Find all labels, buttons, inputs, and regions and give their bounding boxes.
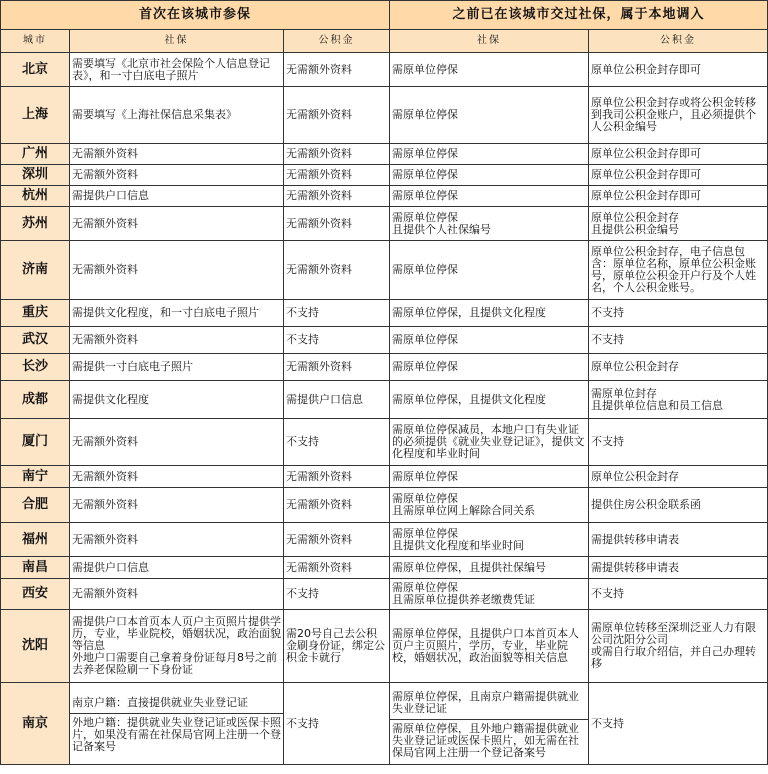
city-cell: 上海 <box>1 87 70 144</box>
nanjing-local-transfer: 需原单位停保，且南京户籍需提供就业失业登记证 <box>390 688 588 720</box>
social-first-cell: 无需额外资料 <box>70 327 284 354</box>
social-first-cell: 无需额外资料 <box>70 488 284 523</box>
fund-transfer-cell: 需原单位封存 且提供单位信息和员工信息 <box>589 381 768 419</box>
city-cell: 长沙 <box>1 354 70 381</box>
social-first-cell: 无需额外资料 <box>70 523 284 557</box>
fund-first-cell: 需提供户口信息 <box>284 381 390 419</box>
table-row <box>1 53 768 87</box>
social-first-cell: 需提供户口信息 <box>70 557 284 579</box>
city-cell: 济南 <box>1 241 70 300</box>
fund-first-cell: 无需额外资料 <box>284 53 390 87</box>
table-row <box>1 610 768 683</box>
social-first-cell: 需提供户口信息 <box>70 186 284 207</box>
social-transfer-cell: 需原单位停保，且提供户口本首页本人页户主页照片，学历，专业，毕业院校，婚姻状况，政治面貌等相关信息 <box>390 610 589 683</box>
social-transfer-cell: 需原单位停保 <box>390 144 589 165</box>
table-row <box>1 419 768 466</box>
social-transfer-cell: 需原单位停保 <box>390 354 589 381</box>
table-row <box>1 186 768 207</box>
social-transfer-cell: 需原单位停保 <box>390 87 589 144</box>
table-row <box>1 466 768 488</box>
fund-transfer-cell: 原单位公积金封存 <box>589 466 768 488</box>
social-first-cell: 无需额外资料 <box>70 419 284 466</box>
city-cell: 深圳 <box>1 165 70 186</box>
table-row <box>1 523 768 557</box>
social-first-cell: 需提供文化程度，和一寸白底电子照片 <box>70 300 284 327</box>
col-fund-first: 公积金 <box>284 30 390 53</box>
table-row <box>1 381 768 419</box>
social-transfer-cell: 需原单位停保，且提供文化程度 <box>390 300 589 327</box>
fund-first-cell: 无需额外资料 <box>284 87 390 144</box>
fund-transfer-cell: 不支持 <box>589 327 768 354</box>
social-first-cell: 无需额外资料 <box>70 165 284 186</box>
col-city: 城市 <box>1 30 70 53</box>
fund-transfer-cell: 原单位公积金封存，电子信息包含：原单位名称，原单位公积金账号，原单位公积金开户行及个人姓名，个人公积金账号。 <box>589 241 768 300</box>
social-transfer-cell: 需原单位停保 且提供个人社保编号 <box>390 207 589 241</box>
social-transfer-cell: 需原单位停保，且提供社保编号 <box>390 557 589 579</box>
social-transfer-cell: 需原单位停保减员，本地户口有失业证的必须提供《就业失业登记证》，提供文化程度和毕业时间 <box>390 419 589 466</box>
fund-first-cell: 无需额外资料 <box>284 523 390 557</box>
city-cell: 南昌 <box>1 557 70 579</box>
fund-transfer-cell: 原单位公积金封存即可 <box>589 144 768 165</box>
fund-transfer-cell: 需提供转移申请表 <box>589 523 768 557</box>
table-row <box>1 354 768 381</box>
col-fund-transfer: 公积金 <box>589 30 768 53</box>
social-first-cell: 无需额外资料 <box>70 579 284 610</box>
social-transfer-cell: 需原单位停保 且提供文化程度和毕业时间 <box>390 523 589 557</box>
fund-first-cell: 不支持 <box>284 327 390 354</box>
city-cell: 北京 <box>1 53 70 87</box>
fund-first-cell: 无需额外资料 <box>284 241 390 300</box>
city-cell: 武汉 <box>1 327 70 354</box>
social-first-cell: 无需额外资料 <box>70 144 284 165</box>
city-cell: 广州 <box>1 144 70 165</box>
table-row <box>1 207 768 241</box>
social-first-cell: 无需额外资料 <box>70 466 284 488</box>
fund-first-cell: 不支持 <box>284 579 390 610</box>
social-transfer-cell <box>390 683 589 765</box>
city-cell: 厦门 <box>1 419 70 466</box>
social-transfer-cell: 需原单位停保 且需原单位网上解除合同关系 <box>390 488 589 523</box>
table-row <box>1 165 768 186</box>
social-first-cell <box>70 683 284 765</box>
nanjing-nonlocal-transfer: 需原单位停保，且外地户籍需提供就业失业登记证或医保卡照片，如无需在社保局官网上注册一个登记备案号 <box>392 722 580 759</box>
nanjing-local-social: 南京户籍：直接提供就业失业登记证 <box>70 694 283 714</box>
social-first-cell: 需提供文化程度 <box>70 381 284 419</box>
social-first-cell: 无需额外资料 <box>70 207 284 241</box>
city-cell: 杭州 <box>1 186 70 207</box>
fund-first-cell: 无需额外资料 <box>284 165 390 186</box>
fund-first-cell: 不支持 <box>284 683 390 765</box>
table-row <box>1 327 768 354</box>
social-transfer-cell: 需原单位停保 <box>390 186 589 207</box>
fund-transfer-cell: 原单位公积金封存或将公积金转移到我司公积金账户，且必须提供个人公积金编号 <box>589 87 768 144</box>
header-transfer: 之前已在该城市交过社保，属于本地调入 <box>390 1 768 30</box>
col-social-first: 社保 <box>70 30 284 53</box>
fund-first-cell: 无需额外资料 <box>284 557 390 579</box>
col-social-transfer: 社保 <box>390 30 589 53</box>
fund-transfer-cell: 不支持 <box>589 300 768 327</box>
fund-first-cell: 无需额外资料 <box>284 144 390 165</box>
social-transfer-cell: 需原单位停保 <box>390 466 589 488</box>
fund-first-cell: 无需额外资料 <box>284 186 390 207</box>
fund-first-cell: 不支持 <box>284 419 390 466</box>
table-row <box>1 683 768 765</box>
city-cell: 苏州 <box>1 207 70 241</box>
nanjing-nonlocal-social: 外地户籍：提供就业失业登记证或医保卡照片，如果没有需在社保局官网上注册一个登记备案号 <box>72 716 281 753</box>
fund-transfer-cell: 原单位公积金封存 且提供公积金编号 <box>589 207 768 241</box>
social-transfer-cell: 需原单位停保 且需原单位提供养老缴费凭证 <box>390 579 589 610</box>
table-row <box>1 87 768 144</box>
fund-transfer-cell: 不支持 <box>589 683 768 765</box>
fund-first-cell: 不支持 <box>284 300 390 327</box>
city-cell: 西安 <box>1 579 70 610</box>
table-row <box>1 488 768 523</box>
social-first-cell: 需提供一寸白底电子照片 <box>70 354 284 381</box>
table-row <box>1 579 768 610</box>
fund-transfer-cell: 需提供转移申请表 <box>589 557 768 579</box>
city-cell: 南京 <box>1 683 70 765</box>
fund-transfer-cell: 不支持 <box>589 419 768 466</box>
table-row <box>1 300 768 327</box>
city-cell: 重庆 <box>1 300 70 327</box>
social-transfer-cell: 需原单位停保 <box>390 241 589 300</box>
fund-transfer-cell: 需原单位转移至深圳泛亚人力有限公司沈阳分公司 或需自行取介绍信，并自己办理转移 <box>589 610 768 683</box>
table-row <box>1 241 768 300</box>
social-first-cell: 需要填写《北京市社会保险个人信息登记表》，和一寸白底电子照片 <box>70 53 284 87</box>
fund-transfer-cell: 原单位公积金封存即可 <box>589 53 768 87</box>
header-first-time: 首次在该城市参保 <box>1 1 390 30</box>
fund-first-cell: 无需额外资料 <box>284 488 390 523</box>
social-transfer-cell: 需原单位停保 <box>390 327 589 354</box>
city-cell: 福州 <box>1 523 70 557</box>
fund-transfer-cell: 不支持 <box>589 579 768 610</box>
fund-transfer-cell: 原单位公积金封存即可 <box>589 165 768 186</box>
fund-first-cell: 无需额外资料 <box>284 354 390 381</box>
fund-first-cell: 无需额外资料 <box>284 207 390 241</box>
social-first-cell: 无需额外资料 <box>70 241 284 300</box>
fund-transfer-cell: 原单位公积金封存即可 <box>589 186 768 207</box>
social-transfer-cell: 需原单位停保 <box>390 165 589 186</box>
social-first-cell: 需要填写《上海社保信息采集表》 <box>70 87 284 144</box>
table-row <box>1 557 768 579</box>
social-first-cell: 需提供户口本首页本人页户主页照片提供学历，专业，毕业院校，婚姻状况，政治面貌等信息 外地户口需要自己拿着身份证每月8号之前去养老保险刷一下身份证 <box>70 610 284 683</box>
city-cell: 成都 <box>1 381 70 419</box>
fund-first-cell: 无需额外资料 <box>284 466 390 488</box>
social-transfer-cell: 需原单位停保 <box>390 53 589 87</box>
fund-transfer-cell: 提供住房公积金联系函 <box>589 488 768 523</box>
city-cell: 合肥 <box>1 488 70 523</box>
city-cell: 南宁 <box>1 466 70 488</box>
fund-transfer-cell: 原单位公积金封存 <box>589 354 768 381</box>
fund-first-cell: 需20号自己去公积金刷身份证，绑定公积金卡就行 <box>284 610 390 683</box>
social-transfer-cell: 需原单位停保，且提供文化程度 <box>390 381 589 419</box>
city-cell: 沈阳 <box>1 610 70 683</box>
table-row <box>1 144 768 165</box>
